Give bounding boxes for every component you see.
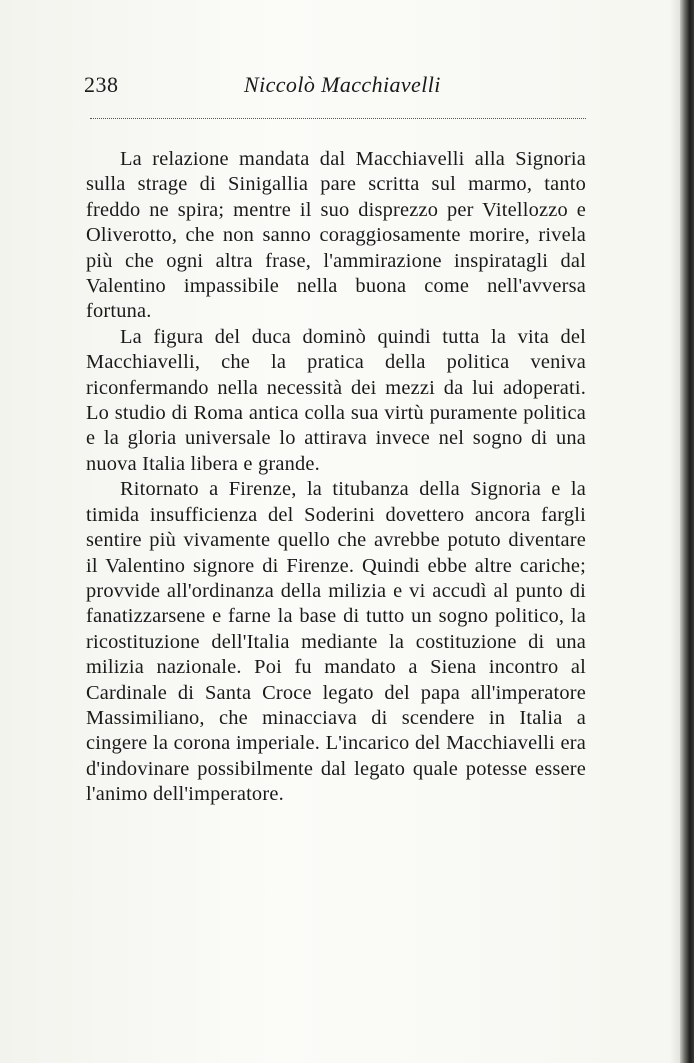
page-edge [680, 0, 694, 1063]
binding-shadow [670, 0, 680, 1063]
running-title: Niccolò Macchiavelli [244, 72, 441, 97]
body-text [86, 147, 586, 808]
paragraph-3: Ritornato a Firenze, la titubanza della Signoria e la timida insufficienza del Soderini dovettero ancora fargli sentire più vivamente quello che avrebbe potuto diventare il Valentino signore di Firenze. Quindi ebbe altre cariche; provvide all'ordinanza della milizia e vi accudì al punto di fanatizzarsene e farne la base di tutto un sogno politico, la ricostituzione dell'Italia mediante la costituzione di una milizia nazionale. Poi fu mandato a Siena incontro al Cardinale di Santa Croce legato del papa all'imperatore Massimiliano, che minacciava di scendere in Italia a cingere la corona imperiale. L'incarico del Macchiavelli era d'indovinare possibilmente dal legato quale potesse essere l'animo dell'imperatore. [86, 478, 586, 806]
page-number: 238 [84, 72, 119, 97]
header-rule [90, 118, 586, 119]
paragraph-2: La figura del duca dominò quindi tutta la vita del Macchiavelli, che la pratica della politica veniva riconfermando nella necessità dei mezzi da lui adoperati. Lo studio di Roma antica colla sua virtù puramente politica e la gloria universale lo attirava invece nel sogno di una nuova Italia libera e grande. [86, 325, 586, 475]
page-header [84, 72, 588, 102]
paragraph-1: La relazione mandata dal Macchiavelli alla Signoria sulla strage di Sinigallia pare scritta sul marmo, tanto freddo ne spira; mentre il suo disprezzo per Vitellozzo e Oliverotto, che non sanno coraggiosamente morire, rivela più che ogni altra frase, l'ammirazione inspiratagli dal Valentino impassibile nella buona come nell'avversa fortuna. [86, 148, 586, 323]
